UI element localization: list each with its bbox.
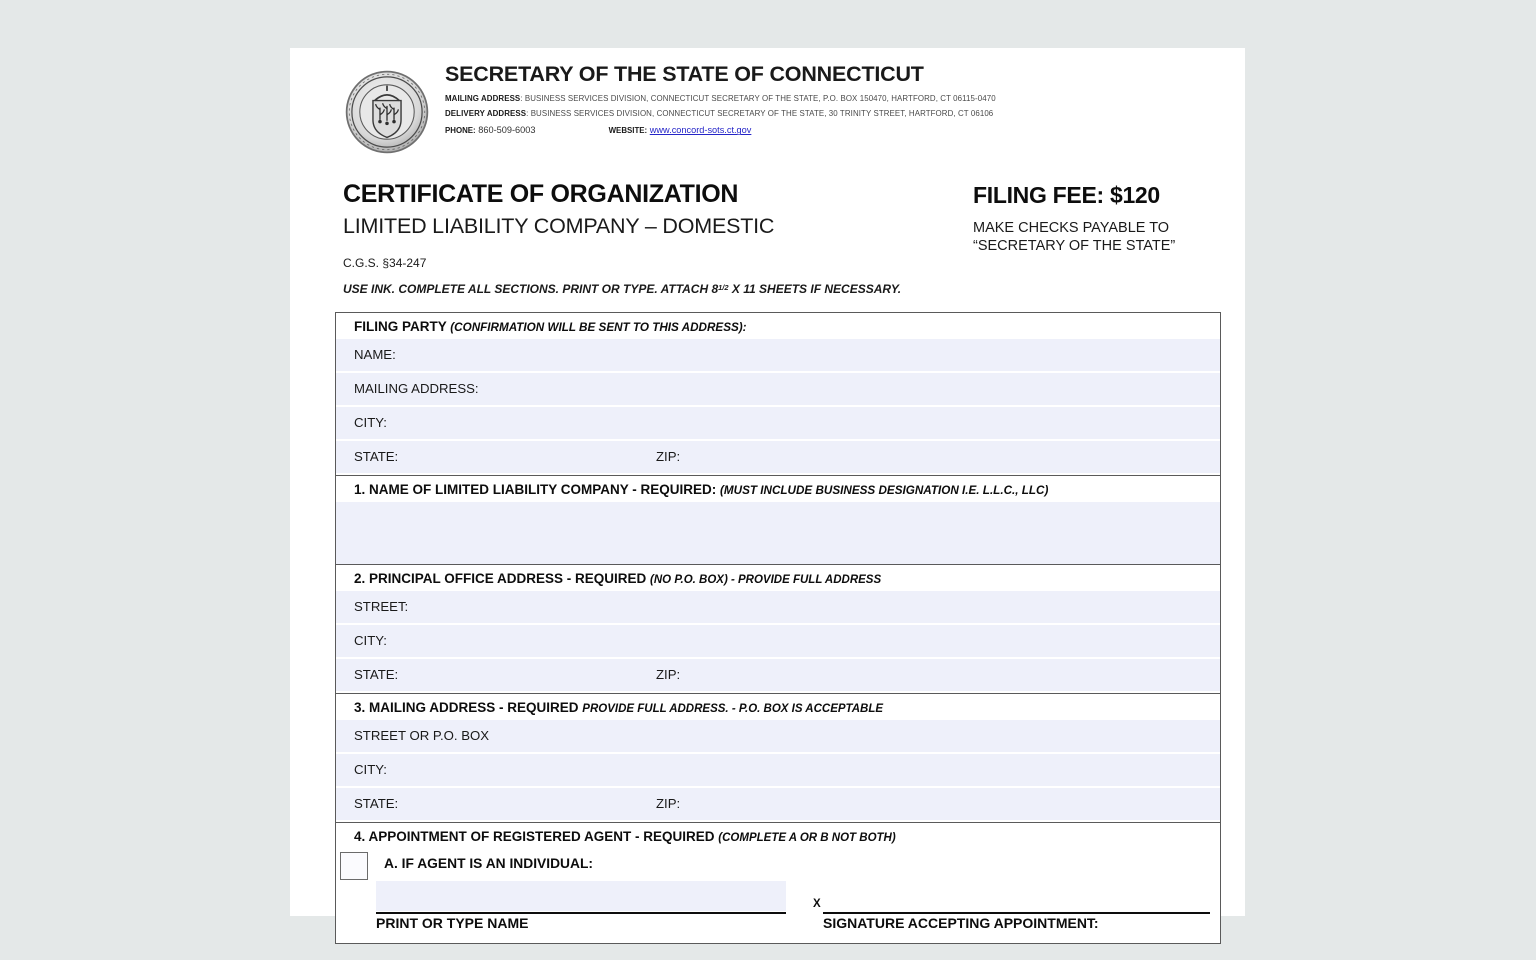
filing-fee: FILING FEE: $120	[973, 182, 1160, 208]
filing-party-city-label: CITY:	[354, 415, 387, 430]
checks-payable-line2: “SECRETARY OF THE STATE”	[973, 238, 1176, 254]
phone-label: PHONE:	[445, 126, 476, 136]
filing-party-zip-label: ZIP:	[656, 449, 681, 464]
section-1-company-name	[336, 476, 1220, 565]
section-3-city-row[interactable]	[336, 754, 1220, 788]
filing-party-heading-text: FILING PARTY	[354, 319, 447, 334]
section-1-heading-text: 1. NAME OF LIMITED LIABILITY COMPANY - REQUIRED:	[354, 482, 717, 497]
instruction-tail: X 11 SHEETS IF NECESSARY.	[728, 282, 902, 296]
certificate-subtitle: LIMITED LIABILITY COMPANY – DOMESTIC	[343, 214, 775, 238]
form-table	[335, 312, 1221, 944]
section-3-street-row[interactable]	[336, 720, 1220, 754]
section-2-city-label: CITY:	[354, 633, 387, 648]
section-filing-party	[336, 313, 1220, 476]
section-4-heading-note: (COMPLETE A OR B NOT BOTH)	[718, 832, 896, 844]
instruction-text: USE INK. COMPLETE ALL SECTIONS. PRINT OR TYPE. ATTACH 8	[343, 282, 719, 296]
instruction-fraction: 1/2	[718, 283, 729, 292]
agent-print-name-rule	[376, 912, 786, 914]
letterhead	[335, 63, 1225, 168]
filing-party-state-zip-row[interactable]	[336, 441, 1220, 475]
section-3-heading-note: PROVIDE FULL ADDRESS. - P.O. BOX IS ACCEPTABLE	[582, 703, 884, 715]
filing-party-heading-note: (CONFIRMATION WILL BE SENT TO THIS ADDRESS):	[450, 321, 747, 334]
section-2-heading-text: 2. PRINCIPAL OFFICE ADDRESS - REQUIRED	[354, 571, 647, 586]
signature-caption: SIGNATURE ACCEPTING APPOINTMENT:	[823, 915, 1099, 931]
document-page	[290, 48, 1245, 931]
section-4-signature-area	[336, 881, 1220, 943]
section-1-name-input[interactable]	[336, 502, 1220, 564]
instruction-line	[343, 282, 901, 296]
title-block	[335, 180, 1225, 298]
delivery-address-label: DELIVERY ADDRESS	[445, 108, 527, 118]
signature-x-marker: X	[813, 898, 821, 910]
section-3-street-label: STREET OR P.O. BOX	[354, 728, 490, 743]
filing-party-state-label: STATE:	[354, 449, 399, 464]
section-2-state-label: STATE:	[354, 667, 399, 682]
checks-payable-line1: MAKE CHECKS PAYABLE TO	[973, 220, 1170, 236]
section-3-mailing-address	[336, 694, 1220, 823]
delivery-address-value: : BUSINESS SERVICES DIVISION, CONNECTICUT SECRETARY OF THE STATE, 30 TRINITY STREET, HARTFORD, CT 06106	[526, 108, 994, 118]
mailing-address-value: : BUSINESS SERVICES DIVISION, CONNECTICUT SECRETARY OF THE STATE, P.O. BOX 150470, HARTFORD, CT 06115-0470	[520, 93, 996, 103]
section-1-heading	[336, 476, 1220, 502]
connecticut-state-seal-icon	[343, 69, 431, 155]
option-a-label: A. IF AGENT IS AN INDIVIDUAL:	[384, 856, 593, 871]
section-2-street-label: STREET:	[354, 599, 409, 614]
section-4-heading-text: 4. APPOINTMENT OF REGISTERED AGENT - REQUIRED	[354, 829, 715, 844]
section-2-principal-office	[336, 565, 1220, 694]
page-title: SECRETARY OF THE STATE OF CONNECTICUT	[445, 62, 924, 86]
section-2-heading	[336, 565, 1220, 591]
option-a-checkbox[interactable]	[340, 852, 368, 880]
signature-rule[interactable]	[823, 912, 1210, 914]
filing-party-name-label: NAME:	[354, 347, 396, 362]
section-4-registered-agent	[336, 823, 1220, 943]
certificate-title: CERTIFICATE OF ORGANIZATION	[343, 180, 739, 208]
filing-party-mailing-row[interactable]	[336, 373, 1220, 407]
section-3-heading	[336, 694, 1220, 720]
filing-party-name-row[interactable]	[336, 339, 1220, 373]
section-3-state-label: STATE:	[354, 796, 399, 811]
section-2-city-row[interactable]	[336, 625, 1220, 659]
section-1-heading-note: (MUST INCLUDE BUSINESS DESIGNATION I.E. L.L.C., LLC)	[720, 484, 1049, 497]
section-4-heading	[336, 823, 1220, 849]
phone-value: 860-509-6003	[478, 125, 536, 136]
section-2-state-zip-row[interactable]	[336, 659, 1220, 693]
statute-reference: C.G.S. §34-247	[343, 256, 427, 270]
website-link[interactable]: www.concord-sots.ct.gov	[649, 125, 752, 136]
contact-line	[445, 125, 1215, 135]
mailing-address-line	[445, 94, 1215, 104]
filing-party-heading	[336, 313, 1220, 339]
section-3-state-zip-row[interactable]	[336, 788, 1220, 822]
section-3-heading-text: 3. MAILING ADDRESS - REQUIRED	[354, 700, 579, 715]
section-4-option-a-row	[336, 849, 1220, 881]
section-3-city-label: CITY:	[354, 762, 387, 777]
website-label: WEBSITE:	[608, 126, 648, 136]
agent-print-name-input[interactable]	[376, 881, 786, 911]
section-2-street-row[interactable]	[336, 591, 1220, 625]
mailing-address-label: MAILING ADDRESS	[445, 93, 521, 103]
delivery-address-line	[445, 109, 1215, 119]
section-2-heading-note: (NO P.O. BOX) - PROVIDE FULL ADDRESS	[650, 574, 882, 586]
section-2-zip-label: ZIP:	[656, 667, 681, 682]
filing-party-mailing-label: MAILING ADDRESS:	[354, 381, 479, 396]
agent-print-name-caption: PRINT OR TYPE NAME	[376, 915, 529, 931]
filing-party-city-row[interactable]	[336, 407, 1220, 441]
section-3-zip-label: ZIP:	[656, 796, 681, 811]
